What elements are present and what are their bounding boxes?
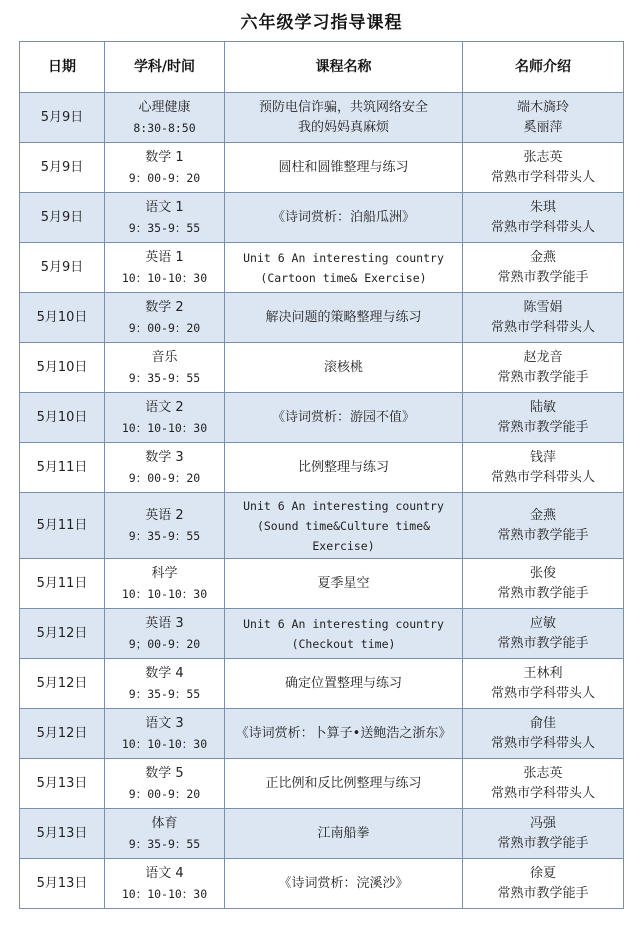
cell-teacher-intro — [463, 493, 624, 559]
cell-teacher-intro — [463, 659, 624, 709]
cell-course-name — [225, 493, 463, 559]
time-label: 9：35-9：55 — [128, 220, 201, 235]
course-line: 江南船拳 — [317, 825, 370, 841]
time-label: 10：10-10：30 — [121, 420, 208, 435]
cell-course-name — [225, 709, 463, 759]
cell-date: 5月10日 — [20, 343, 105, 393]
page-title: 六年级学习指导课程 — [240, 13, 403, 33]
cell-course-name — [225, 343, 463, 393]
cell-teacher-intro — [463, 393, 624, 443]
cell-teacher-intro — [463, 293, 624, 343]
cell-course-name — [225, 659, 463, 709]
teacher-name: 朱琪 — [529, 199, 556, 215]
time-label: 9：00-9：20 — [128, 786, 201, 801]
cell-subject-time — [105, 343, 225, 393]
cell-teacher-intro — [463, 243, 624, 293]
teacher-title: 常熟市教学能手 — [497, 885, 589, 901]
course-line: 圆柱和圆锥整理与练习 — [278, 159, 409, 175]
cell-subject-time — [105, 559, 225, 609]
cell-teacher-intro — [463, 193, 624, 243]
cell-course-name — [225, 93, 463, 143]
course-line: 我的妈妈真麻烦 — [297, 119, 389, 135]
time-label: 10：10-10：30 — [121, 586, 208, 601]
cell-course-name — [225, 393, 463, 443]
cell-date: 5月13日 — [20, 809, 105, 859]
cell-course-name — [225, 809, 463, 859]
cell-course-name — [225, 193, 463, 243]
subject-label: 数学 1 — [145, 149, 184, 165]
course-line: 比例整理与练习 — [297, 459, 389, 475]
cell-date: 5月9日 — [20, 193, 105, 243]
teacher-title: 常熟市教学能手 — [497, 835, 589, 851]
cell-subject-time — [105, 759, 225, 809]
course-line: Unit 6 An interesting country — [243, 250, 444, 265]
cell-date: 5月10日 — [20, 293, 105, 343]
course-line: (Sound time&Culture time& — [256, 518, 431, 533]
table-row — [20, 659, 624, 709]
subject-label: 英语 1 — [145, 249, 184, 265]
teacher-name: 钱萍 — [529, 449, 556, 465]
course-line: (Checkout time) — [291, 636, 396, 651]
subject-label: 语文 2 — [145, 399, 184, 415]
course-line: 解决问题的策略整理与练习 — [265, 309, 422, 325]
cell-subject-time — [105, 293, 225, 343]
subject-label: 数学 2 — [145, 299, 184, 315]
course-line: 滚核桃 — [323, 359, 363, 375]
header-course-name: 课程名称 — [225, 42, 463, 93]
course-line: Exercise) — [312, 538, 375, 553]
subject-label: 英语 2 — [145, 507, 184, 523]
course-line: 夏季星空 — [317, 575, 370, 591]
time-label: 9；00-9：20 — [128, 636, 201, 651]
cell-date: 5月13日 — [20, 859, 105, 909]
subject-label: 体育 — [151, 815, 178, 831]
time-label: 9：00-9：20 — [128, 470, 201, 485]
teacher-title: 常熟市学科带头人 — [490, 735, 595, 751]
teacher-title: 常熟市学科带头人 — [490, 785, 595, 801]
table-row — [20, 393, 624, 443]
table-row — [20, 809, 624, 859]
time-label: 10：10-10：30 — [121, 886, 208, 901]
cell-course-name — [225, 859, 463, 909]
table-row — [20, 609, 624, 659]
cell-course-name — [225, 559, 463, 609]
table-row — [20, 243, 624, 293]
teacher-title: 常熟市教学能手 — [497, 419, 589, 435]
cell-teacher-intro — [463, 809, 624, 859]
cell-date: 5月12日 — [20, 609, 105, 659]
table-header-row — [20, 42, 624, 93]
time-label: 9：00-9：20 — [128, 170, 201, 185]
teacher-name: 陈雪娟 — [523, 299, 563, 315]
time-label: 8:30-8:50 — [133, 120, 196, 135]
teacher-title: 常熟市教学能手 — [497, 269, 589, 285]
schedule-table — [19, 41, 624, 909]
course-line: 《诗词赏析：泊船瓜洲》 — [271, 209, 415, 225]
cell-date: 5月12日 — [20, 709, 105, 759]
table-row — [20, 709, 624, 759]
teacher-title: 常熟市学科带头人 — [490, 319, 595, 335]
cell-teacher-intro — [463, 559, 624, 609]
cell-subject-time — [105, 859, 225, 909]
cell-teacher-intro — [463, 709, 624, 759]
time-label: 9：35-9：55 — [128, 528, 201, 543]
cell-course-name — [225, 243, 463, 293]
teacher-title: 常熟市教学能手 — [497, 635, 589, 651]
subject-label: 科学 — [151, 565, 178, 581]
course-line: 《诗词赏析：浣溪沙》 — [278, 875, 409, 891]
time-label: 9：00-9：20 — [128, 320, 201, 335]
course-line: (Cartoon time& Exercise) — [260, 270, 427, 285]
table-row — [20, 493, 624, 559]
course-line: Unit 6 An interesting country — [243, 498, 444, 513]
course-line: 《诗词赏析：游园不值》 — [271, 409, 415, 425]
cell-subject-time — [105, 493, 225, 559]
subject-label: 语文 4 — [145, 865, 184, 881]
time-label: 9：35-9：55 — [128, 370, 201, 385]
teacher-title: 常熟市学科带头人 — [490, 169, 595, 185]
teacher-name: 金燕 — [529, 249, 556, 265]
cell-teacher-intro — [463, 759, 624, 809]
teacher-name: 金燕 — [529, 507, 556, 523]
cell-course-name — [225, 143, 463, 193]
cell-teacher-intro — [463, 443, 624, 493]
cell-teacher-intro — [463, 859, 624, 909]
table-row — [20, 293, 624, 343]
cell-date: 5月10日 — [20, 393, 105, 443]
header-subject-time: 学科/时间 — [105, 42, 225, 93]
cell-subject-time — [105, 143, 225, 193]
course-line: 确定位置整理与练习 — [284, 675, 402, 691]
subject-label: 英语 3 — [145, 615, 184, 631]
time-label: 9：35-9：55 — [128, 686, 201, 701]
table-row — [20, 343, 624, 393]
cell-subject-time — [105, 609, 225, 659]
teacher-name: 徐夏 — [529, 865, 556, 881]
subject-label: 语文 1 — [145, 199, 184, 215]
cell-subject-time — [105, 193, 225, 243]
time-label: 9：35-9：55 — [128, 836, 201, 851]
time-label: 10：10-10：30 — [121, 736, 208, 751]
cell-teacher-intro — [463, 343, 624, 393]
table-row — [20, 93, 624, 143]
subject-label: 数学 4 — [145, 665, 184, 681]
subject-label: 语文 3 — [145, 715, 184, 731]
cell-subject-time — [105, 243, 225, 293]
cell-course-name — [225, 759, 463, 809]
teacher-title: 常熟市学科带头人 — [490, 219, 595, 235]
subject-label: 心理健康 — [138, 99, 191, 115]
cell-subject-time — [105, 659, 225, 709]
teacher-name: 张志英 — [523, 149, 563, 165]
teacher-title: 常熟市教学能手 — [497, 585, 589, 601]
teacher-title: 常熟市学科带头人 — [490, 469, 595, 485]
teacher-title: 常熟市学科带头人 — [490, 685, 595, 701]
teacher-name: 端木旖玲 — [516, 99, 569, 115]
teacher-name: 张俊 — [529, 565, 556, 581]
cell-date: 5月11日 — [20, 443, 105, 493]
table-row — [20, 859, 624, 909]
teacher-name: 俞佳 — [529, 715, 556, 731]
teacher-name: 赵龙音 — [523, 349, 563, 365]
cell-teacher-intro — [463, 93, 624, 143]
cell-course-name — [225, 609, 463, 659]
cell-date: 5月9日 — [20, 243, 105, 293]
course-line: 《诗词赏析：卜算子•送鲍浩之浙东》 — [235, 725, 452, 741]
cell-date: 5月11日 — [20, 559, 105, 609]
teacher-title: 常熟市教学能手 — [497, 527, 589, 543]
teacher-name: 王林利 — [523, 665, 563, 681]
cell-subject-time — [105, 93, 225, 143]
header-teacher-intro: 名师介绍 — [463, 42, 624, 93]
course-line: Unit 6 An interesting country — [243, 616, 444, 631]
teacher-title: 奚丽萍 — [523, 119, 563, 135]
course-line: 预防电信诈骗，共筑网络安全 — [258, 99, 428, 115]
cell-course-name — [225, 443, 463, 493]
schedule-body — [20, 93, 624, 909]
subject-label: 数学 3 — [145, 449, 184, 465]
header-date: 日期 — [20, 42, 105, 93]
teacher-name: 陆敏 — [529, 399, 556, 415]
cell-subject-time — [105, 443, 225, 493]
cell-date: 5月9日 — [20, 93, 105, 143]
cell-subject-time — [105, 809, 225, 859]
cell-subject-time — [105, 709, 225, 759]
cell-teacher-intro — [463, 143, 624, 193]
time-label: 10：10-10：30 — [121, 270, 208, 285]
cell-course-name — [225, 293, 463, 343]
teacher-title: 常熟市教学能手 — [497, 369, 589, 385]
table-row — [20, 193, 624, 243]
course-line: 正比例和反比例整理与练习 — [265, 775, 422, 791]
cell-date: 5月13日 — [20, 759, 105, 809]
cell-date: 5月9日 — [20, 143, 105, 193]
subject-label: 数学 5 — [145, 765, 184, 781]
table-row — [20, 143, 624, 193]
cell-date: 5月11日 — [20, 493, 105, 559]
subject-label: 音乐 — [151, 349, 178, 365]
table-row — [20, 559, 624, 609]
cell-date: 5月12日 — [20, 659, 105, 709]
teacher-name: 张志英 — [523, 765, 563, 781]
table-row — [20, 759, 624, 809]
cell-teacher-intro — [463, 609, 624, 659]
teacher-name: 冯强 — [529, 815, 556, 831]
teacher-name: 应敏 — [529, 615, 556, 631]
cell-subject-time — [105, 393, 225, 443]
table-row — [20, 443, 624, 493]
